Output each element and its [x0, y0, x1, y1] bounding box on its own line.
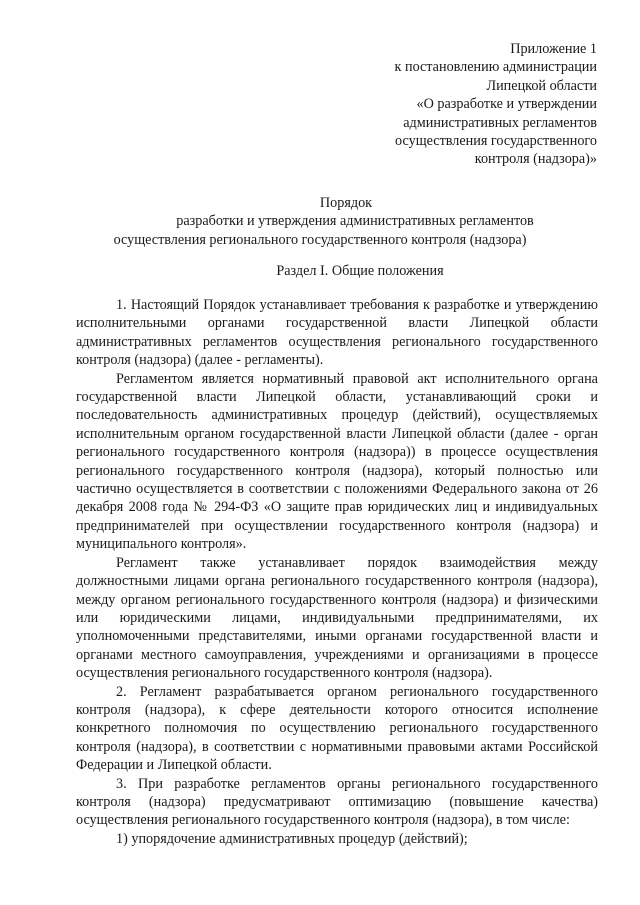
- paragraph: 1) упорядочение административных процедур (действий);: [116, 830, 468, 847]
- appendix-line: осуществления государственного: [395, 133, 597, 150]
- appendix-line: Липецкой области: [486, 77, 597, 94]
- title-line: разработки и утверждения административных регламентов: [176, 213, 534, 230]
- paragraph: 3. При разработке регламентов органы регионального государственного контроля (надзора) предусматривают оптимизацию (повышение качества) осуществления регионального государственного контроля (надзора), в том числе:: [76, 775, 598, 829]
- appendix-line: Приложение 1: [510, 41, 597, 57]
- paragraph: Регламентом является нормативный правовой акт исполнительного органа государственной власти Липецкой области, устанавливающий сроки и последовательность административных процедур (действий), осуществляемых исполнительным органом государственной власти Липецкой области (далее - орган регионального государственного контроля (надзора)) в процессе осуществления регионального государственного контроля (надзора), который полностью или частично осуществляется в соответствии с положениями Федерального закона от 26 декабря 2008 года № 294-ФЗ «О защите прав юридических лиц и индивидуальных предпринимателей при осуществлении государственного контроля (надзора) и муниципального контроля».: [76, 370, 598, 553]
- paragraph: 1. Настоящий Порядок устанавливает требования к разработке и утверждению исполнительными органами государственной власти Липецкой области административных регламентов осуществления регионального государственного контроля (надзора) (далее - регламенты).: [76, 297, 598, 369]
- section-heading: Раздел I. Общие положения: [276, 263, 444, 279]
- document-body: [76, 296, 598, 848]
- title-line: Порядок: [319, 195, 373, 211]
- appendix-line: административных регламентов: [403, 114, 597, 131]
- appendix-line: «О разработке и утверждении: [416, 96, 597, 113]
- title-line: осуществления регионального государственного контроля (надзора): [113, 231, 527, 248]
- appendix-line: контроля (надзора)»: [474, 151, 597, 168]
- appendix-note: [297, 40, 597, 169]
- appendix-line: к постановлению администрации: [394, 59, 597, 76]
- paragraph: Регламент также устанавливает порядок взаимодействия между должностными лицами органа регионального государственного контроля (надзора), между органом регионального государственного контроля (надзора) и физическими или юридическими лицами, индивидуальными предпринимателями, их уполномоченными представителями, иными органами государственной власти и органами местного самоуправления, учреждениями и организациями в процессе осуществления регионального государственного контроля (надзора).: [76, 554, 598, 682]
- paragraph: 2. Регламент разрабатывается органом регионального государственного контроля (надзора), к сфере деятельности которого относится исполнение конкретного полномочия по осуществлению регионального государственного контроля (надзора), в соответствии с нормативными правовыми актами Российской Федерации и Липецкой области.: [76, 683, 598, 774]
- document-title: [0, 194, 640, 249]
